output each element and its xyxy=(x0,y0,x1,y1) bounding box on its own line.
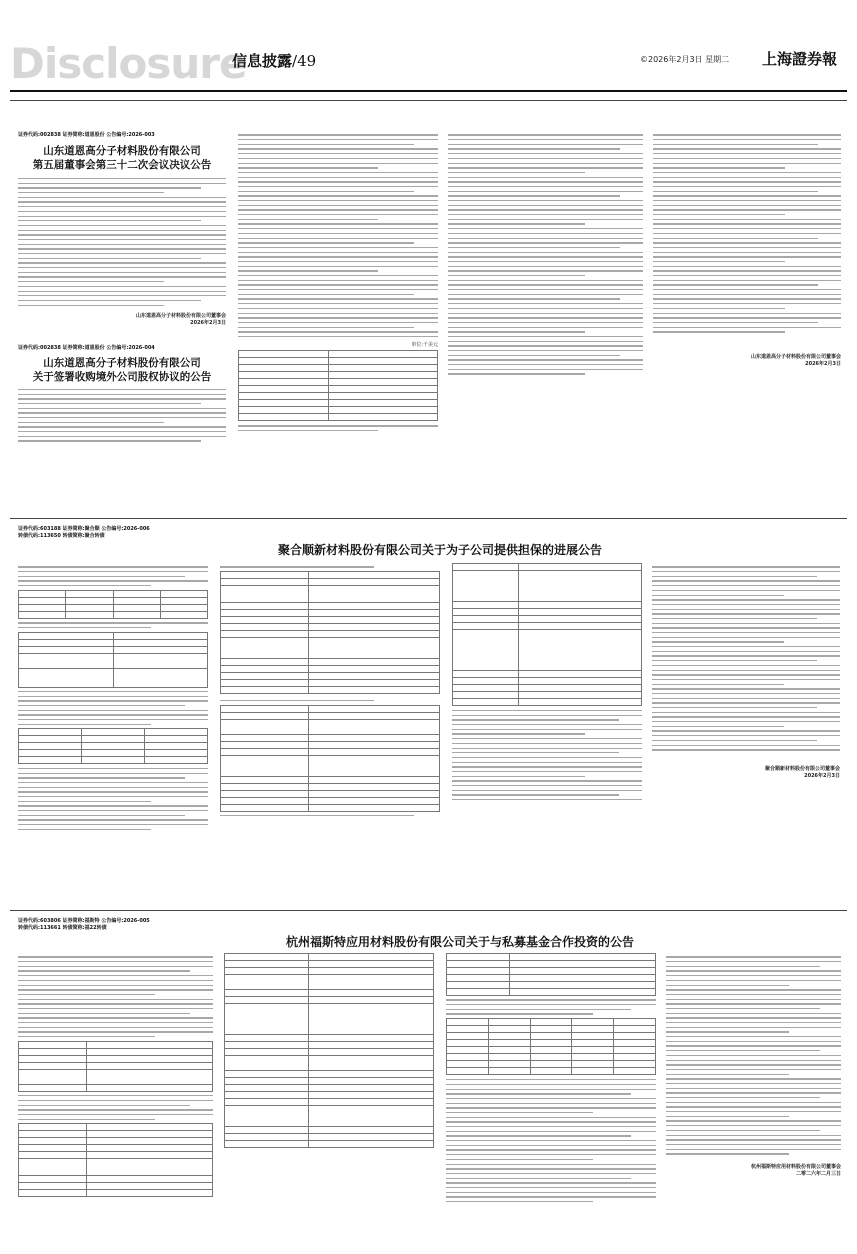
dawn-codes-2: 证券代码:002838 证券简称:道恩股份 公告编号:2026-004 xyxy=(18,344,155,351)
issue-date: ©2026年2月3日 星期二 xyxy=(640,55,730,64)
juheshun-column-2 xyxy=(220,563,440,820)
dawn-title-line1: 山东道恩高分子材料股份有限公司 xyxy=(43,145,201,157)
juheshun-table-4 xyxy=(220,571,440,694)
juheshun-table-1 xyxy=(18,590,208,619)
dawn-codes: 证券代码:002838 证券简称:道恩股份 公告编号:2026-003 xyxy=(18,132,155,138)
dawn-body-4 xyxy=(238,425,438,431)
first-title: 杭州福斯特应用材料股份有限公司关于与私募基金合作投资的公告 xyxy=(285,935,634,949)
juheshun-sig: 聚合顺新材料股份有限公司董事会 xyxy=(764,765,840,772)
first-column-2 xyxy=(224,953,434,1148)
dawn-right-sig: 山东道恩高分子材料股份有限公司董事会 xyxy=(750,353,841,360)
juheshun-table-5 xyxy=(220,705,440,812)
first-column-1 xyxy=(18,953,213,1197)
section-name: 信息披露 xyxy=(232,52,293,70)
dawn-right-sig-date: 2026年2月3日 xyxy=(805,360,841,367)
first-table-2 xyxy=(18,1123,213,1197)
dawn-title xyxy=(18,144,226,172)
dawn-body-6 xyxy=(653,134,841,332)
dawn-body-1 xyxy=(18,178,226,306)
juheshun-sig-date: 2026年2月3日 xyxy=(804,772,840,779)
page-number: /49 xyxy=(292,52,317,70)
dawn-column-2 xyxy=(238,131,438,435)
first-codes-2: 转债代码:113661 转债简称:福22转债 xyxy=(18,925,107,931)
dawn-body-3 xyxy=(238,134,438,337)
dawn-body-2 xyxy=(18,389,226,442)
juheshun-column-3 xyxy=(452,563,642,804)
dawn-sig: 山东道恩高分子材料股份有限公司董事会 xyxy=(135,312,226,319)
juheshun-table-2 xyxy=(18,632,208,688)
dawn-table-caption: 单位:千美元 xyxy=(411,342,438,349)
dawn-column-3 xyxy=(448,131,643,378)
dawn-column-left xyxy=(18,131,226,445)
first-sig-date: 二零二六年二月三日 xyxy=(795,1170,841,1177)
dawn-title-line2: 第五届董事会第三十二次会议决议公告 xyxy=(32,159,212,171)
juheshun-table-6 xyxy=(452,563,642,706)
first-column-3 xyxy=(446,953,656,1206)
first-table-1 xyxy=(18,1041,213,1092)
page-header xyxy=(0,0,857,100)
dawn-title2-line1: 山东道恩高分子材料股份有限公司 xyxy=(43,356,201,369)
dawn-title2-line2: 关于签署收购境外公司股权协议的公告 xyxy=(32,370,212,383)
announcement-juheshun xyxy=(10,518,847,904)
first-codes-1: 证券代码:603806 证券简称:福斯特 公告编号:2026-005 xyxy=(18,918,150,924)
first-sig: 杭州福斯特应用材料股份有限公司董事会 xyxy=(750,1163,841,1170)
dawn-body-5 xyxy=(448,134,643,374)
juheshun-column-4 xyxy=(652,563,840,779)
juheshun-column-1 xyxy=(18,563,208,834)
juheshun-title: 聚合顺新材料股份有限公司关于为子公司提供担保的进展公告 xyxy=(277,543,602,557)
newspaper-name: 上海證券報 xyxy=(762,50,838,68)
dawn-sig-date: 2026年2月3日 xyxy=(190,319,226,326)
dawn-financial-table xyxy=(238,350,438,421)
section-title xyxy=(232,50,316,71)
first-table-4 xyxy=(446,953,656,996)
juheshun-codes-2: 转债代码:113650 转债简称:聚合转债 xyxy=(18,533,105,539)
juheshun-codes-1: 证券代码:603188 证券简称:聚合顺 公告编号:2026-006 xyxy=(18,526,150,532)
dawn-title-2 xyxy=(18,356,226,384)
first-table-3 xyxy=(224,953,434,1148)
first-column-4 xyxy=(666,953,841,1177)
header-rule xyxy=(10,90,847,92)
masthead-disclosure: Disclosure xyxy=(10,39,247,88)
juheshun-table-3 xyxy=(18,728,208,764)
announcement-dawn xyxy=(10,100,847,511)
first-table-5 xyxy=(446,1018,656,1075)
dawn-column-4 xyxy=(653,131,841,367)
announcement-first xyxy=(10,910,847,1247)
